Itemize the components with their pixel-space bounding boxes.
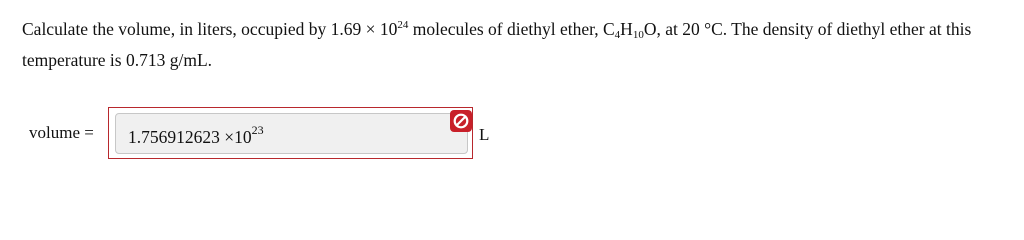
formula-subscript-h: 10 xyxy=(632,29,644,41)
volume-mantissa: 1.756912623 ×10 xyxy=(128,127,252,147)
volume-input-value xyxy=(128,123,264,148)
volume-label: volume = xyxy=(29,123,94,142)
question-part-2: molecules of diethyl ether, C xyxy=(408,19,615,39)
question-exponent: 24 xyxy=(397,19,409,31)
volume-input[interactable] xyxy=(115,113,468,154)
question-part-3: H xyxy=(620,19,633,39)
prohibited-icon xyxy=(450,110,472,132)
formula-subscript-c: 4 xyxy=(614,29,621,41)
unit-label: L xyxy=(479,125,490,144)
question-part-1: Calculate the volume, in liters, occupied by 1.69 × 10 xyxy=(22,19,398,39)
question-part-4: O, at 20 °C. The density of diethyl ether at this temperature is 0.713 g/mL. xyxy=(22,19,972,70)
volume-exponent: 23 xyxy=(251,123,264,137)
answer-input-frame[interactable] xyxy=(108,107,473,159)
